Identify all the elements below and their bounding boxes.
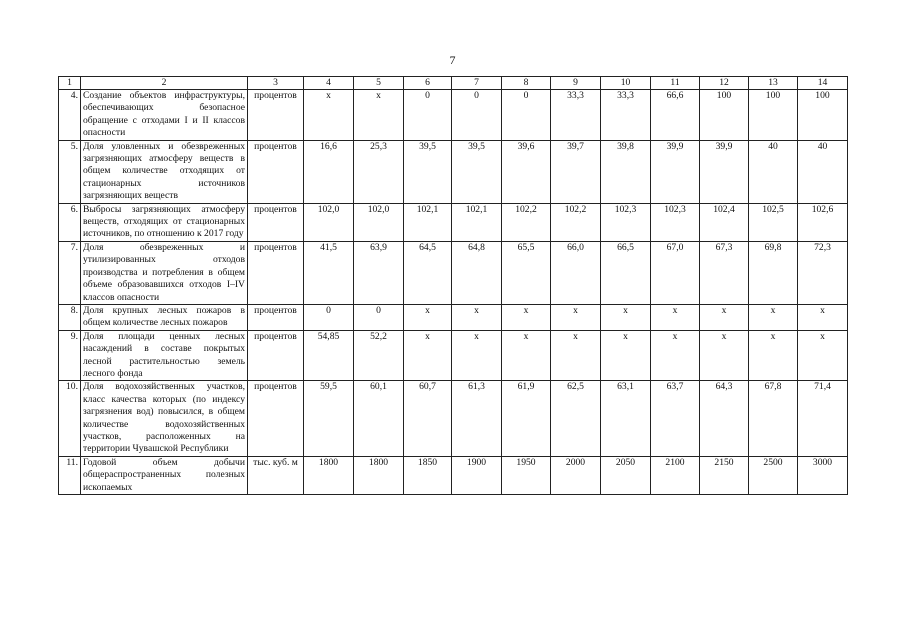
indicator-value: x bbox=[651, 304, 700, 330]
unit-of-measure: процентов bbox=[248, 203, 304, 241]
indicator-value: 62,5 bbox=[551, 381, 601, 456]
indicator-value: 60,1 bbox=[354, 381, 404, 456]
indicator-value: 71,4 bbox=[798, 381, 848, 456]
indicator-value: 54,85 bbox=[304, 330, 354, 381]
indicator-value: 67,8 bbox=[749, 381, 798, 456]
column-header: 4 bbox=[304, 77, 354, 90]
indicator-value: x bbox=[798, 330, 848, 381]
row-number: 10. bbox=[59, 381, 81, 456]
indicator-value: x bbox=[601, 330, 651, 381]
indicator-name: Выбросы загрязняющих атмосферу веществ, отходящих от стационарных источников, по отношению к 2017 году bbox=[81, 203, 248, 241]
indicator-value: 64,3 bbox=[700, 381, 749, 456]
row-number: 4. bbox=[59, 90, 81, 141]
column-header: 3 bbox=[248, 77, 304, 90]
column-header: 9 bbox=[551, 77, 601, 90]
indicator-name: Доля уловленных и обезвреженных загрязняющих атмосферу веществ в общем количестве отходящих от стационарных источников загрязняющих веществ bbox=[81, 140, 248, 203]
indicator-value: 102,2 bbox=[551, 203, 601, 241]
indicator-value: 69,8 bbox=[749, 241, 798, 304]
indicator-value: x bbox=[749, 304, 798, 330]
indicator-value: 41,5 bbox=[304, 241, 354, 304]
column-header: 6 bbox=[404, 77, 452, 90]
indicator-value: 40 bbox=[749, 140, 798, 203]
indicator-value: 61,9 bbox=[502, 381, 551, 456]
indicator-value: x bbox=[551, 304, 601, 330]
indicator-value: x bbox=[798, 304, 848, 330]
indicator-value: 102,6 bbox=[798, 203, 848, 241]
indicator-value: 102,1 bbox=[452, 203, 502, 241]
column-header: 11 bbox=[651, 77, 700, 90]
indicator-value: 102,1 bbox=[404, 203, 452, 241]
indicator-value: 102,0 bbox=[304, 203, 354, 241]
unit-of-measure: процентов bbox=[248, 330, 304, 381]
unit-of-measure: процентов bbox=[248, 304, 304, 330]
column-header: 5 bbox=[354, 77, 404, 90]
indicator-value: 25,3 bbox=[354, 140, 404, 203]
row-number: 8. bbox=[59, 304, 81, 330]
indicator-value: 39,9 bbox=[651, 140, 700, 203]
indicator-value: 33,3 bbox=[601, 90, 651, 141]
indicator-value: x bbox=[700, 330, 749, 381]
indicator-value: x bbox=[404, 304, 452, 330]
indicator-value: 0 bbox=[304, 304, 354, 330]
indicator-name: Доля площади ценных лесных насаждений в составе покрытых лесной растительностью земель лесного фонда bbox=[81, 330, 248, 381]
table-row bbox=[59, 203, 848, 241]
row-number: 6. bbox=[59, 203, 81, 241]
indicator-value: 100 bbox=[749, 90, 798, 141]
indicator-value: x bbox=[452, 330, 502, 381]
indicator-name: Доля обезвреженных и утилизированных отходов производства и потребления в общем объеме образовавшихся отходов I–IV классов опасности bbox=[81, 241, 248, 304]
indicator-value: x bbox=[502, 304, 551, 330]
indicator-value: x bbox=[452, 304, 502, 330]
indicator-value: 39,9 bbox=[700, 140, 749, 203]
indicator-name: Доля крупных лесных пожаров в общем количестве лесных пожаров bbox=[81, 304, 248, 330]
indicator-value: 60,7 bbox=[404, 381, 452, 456]
indicator-value: 39,5 bbox=[452, 140, 502, 203]
table-body bbox=[59, 90, 848, 495]
indicator-value: 3000 bbox=[798, 456, 848, 494]
indicator-value: 39,7 bbox=[551, 140, 601, 203]
column-header: 2 bbox=[81, 77, 248, 90]
indicator-value: 63,7 bbox=[651, 381, 700, 456]
indicator-value: 16,6 bbox=[304, 140, 354, 203]
indicator-value: 2000 bbox=[551, 456, 601, 494]
row-number: 11. bbox=[59, 456, 81, 494]
indicator-value: 2100 bbox=[651, 456, 700, 494]
indicator-value: 40 bbox=[798, 140, 848, 203]
unit-of-measure: процентов bbox=[248, 140, 304, 203]
indicator-value: 100 bbox=[700, 90, 749, 141]
indicator-value: 100 bbox=[798, 90, 848, 141]
column-header: 13 bbox=[749, 77, 798, 90]
table-row bbox=[59, 456, 848, 494]
column-header: 14 bbox=[798, 77, 848, 90]
indicator-value: 64,5 bbox=[404, 241, 452, 304]
indicator-value: 66,0 bbox=[551, 241, 601, 304]
indicator-value: 2500 bbox=[749, 456, 798, 494]
indicator-value: 66,5 bbox=[601, 241, 651, 304]
indicator-value: 61,3 bbox=[452, 381, 502, 456]
indicator-value: 0 bbox=[452, 90, 502, 141]
indicator-value: 102,3 bbox=[601, 203, 651, 241]
indicator-name: Доля водохозяйственных участков, класс качества которых (по индексу загрязнения вод) повысился, в общем количестве водохозяйственных участков, расположенных на территории Чувашской Республики bbox=[81, 381, 248, 456]
column-header: 12 bbox=[700, 77, 749, 90]
indicator-value: x bbox=[601, 304, 651, 330]
indicator-value: x bbox=[354, 90, 404, 141]
indicator-value: 102,2 bbox=[502, 203, 551, 241]
table-row bbox=[59, 241, 848, 304]
table-row bbox=[59, 304, 848, 330]
indicator-value: 102,3 bbox=[651, 203, 700, 241]
table-header-row bbox=[59, 77, 848, 90]
indicator-name: Годовой объем добычи общераспространенных полезных ископаемых bbox=[81, 456, 248, 494]
table-row bbox=[59, 90, 848, 141]
indicator-value: 102,4 bbox=[700, 203, 749, 241]
unit-of-measure: процентов bbox=[248, 90, 304, 141]
indicator-value: 52,2 bbox=[354, 330, 404, 381]
indicator-value: 0 bbox=[354, 304, 404, 330]
indicator-value: 1800 bbox=[354, 456, 404, 494]
indicator-value: x bbox=[551, 330, 601, 381]
table-row bbox=[59, 140, 848, 203]
indicator-value: x bbox=[700, 304, 749, 330]
indicator-value: x bbox=[651, 330, 700, 381]
indicators-table bbox=[58, 76, 848, 495]
row-number: 9. bbox=[59, 330, 81, 381]
indicator-value: 66,6 bbox=[651, 90, 700, 141]
column-header: 10 bbox=[601, 77, 651, 90]
indicator-value: 1900 bbox=[452, 456, 502, 494]
indicator-value: 0 bbox=[502, 90, 551, 141]
page-number: 7 bbox=[449, 53, 456, 67]
row-number: 5. bbox=[59, 140, 81, 203]
table-row bbox=[59, 330, 848, 381]
indicator-value: 1800 bbox=[304, 456, 354, 494]
unit-of-measure: тыс. куб. м bbox=[248, 456, 304, 494]
indicator-value: 67,0 bbox=[651, 241, 700, 304]
indicator-name: Создание объектов инфраструктуры, обеспечивающих безопасное обращение с отходами I и II классов опасности bbox=[81, 90, 248, 141]
indicator-value: 39,6 bbox=[502, 140, 551, 203]
indicator-value: 72,3 bbox=[798, 241, 848, 304]
indicator-value: 33,3 bbox=[551, 90, 601, 141]
column-header: 7 bbox=[452, 77, 502, 90]
table-row bbox=[59, 381, 848, 456]
column-header: 8 bbox=[502, 77, 551, 90]
indicator-value: 0 bbox=[404, 90, 452, 141]
column-header: 1 bbox=[59, 77, 81, 90]
row-number: 7. bbox=[59, 241, 81, 304]
unit-of-measure: процентов bbox=[248, 381, 304, 456]
indicator-value: 102,5 bbox=[749, 203, 798, 241]
indicator-value: 65,5 bbox=[502, 241, 551, 304]
indicator-value: x bbox=[502, 330, 551, 381]
indicator-value: 67,3 bbox=[700, 241, 749, 304]
indicator-value: x bbox=[404, 330, 452, 381]
indicator-value: x bbox=[304, 90, 354, 141]
indicator-value: 102,0 bbox=[354, 203, 404, 241]
indicator-value: 2150 bbox=[700, 456, 749, 494]
indicator-value: 1850 bbox=[404, 456, 452, 494]
indicator-value: 63,9 bbox=[354, 241, 404, 304]
indicator-value: 64,8 bbox=[452, 241, 502, 304]
indicator-value: 2050 bbox=[601, 456, 651, 494]
indicator-value: x bbox=[749, 330, 798, 381]
indicator-value: 1950 bbox=[502, 456, 551, 494]
indicator-value: 39,5 bbox=[404, 140, 452, 203]
indicator-value: 39,8 bbox=[601, 140, 651, 203]
unit-of-measure: процентов bbox=[248, 241, 304, 304]
indicator-value: 63,1 bbox=[601, 381, 651, 456]
indicator-value: 59,5 bbox=[304, 381, 354, 456]
